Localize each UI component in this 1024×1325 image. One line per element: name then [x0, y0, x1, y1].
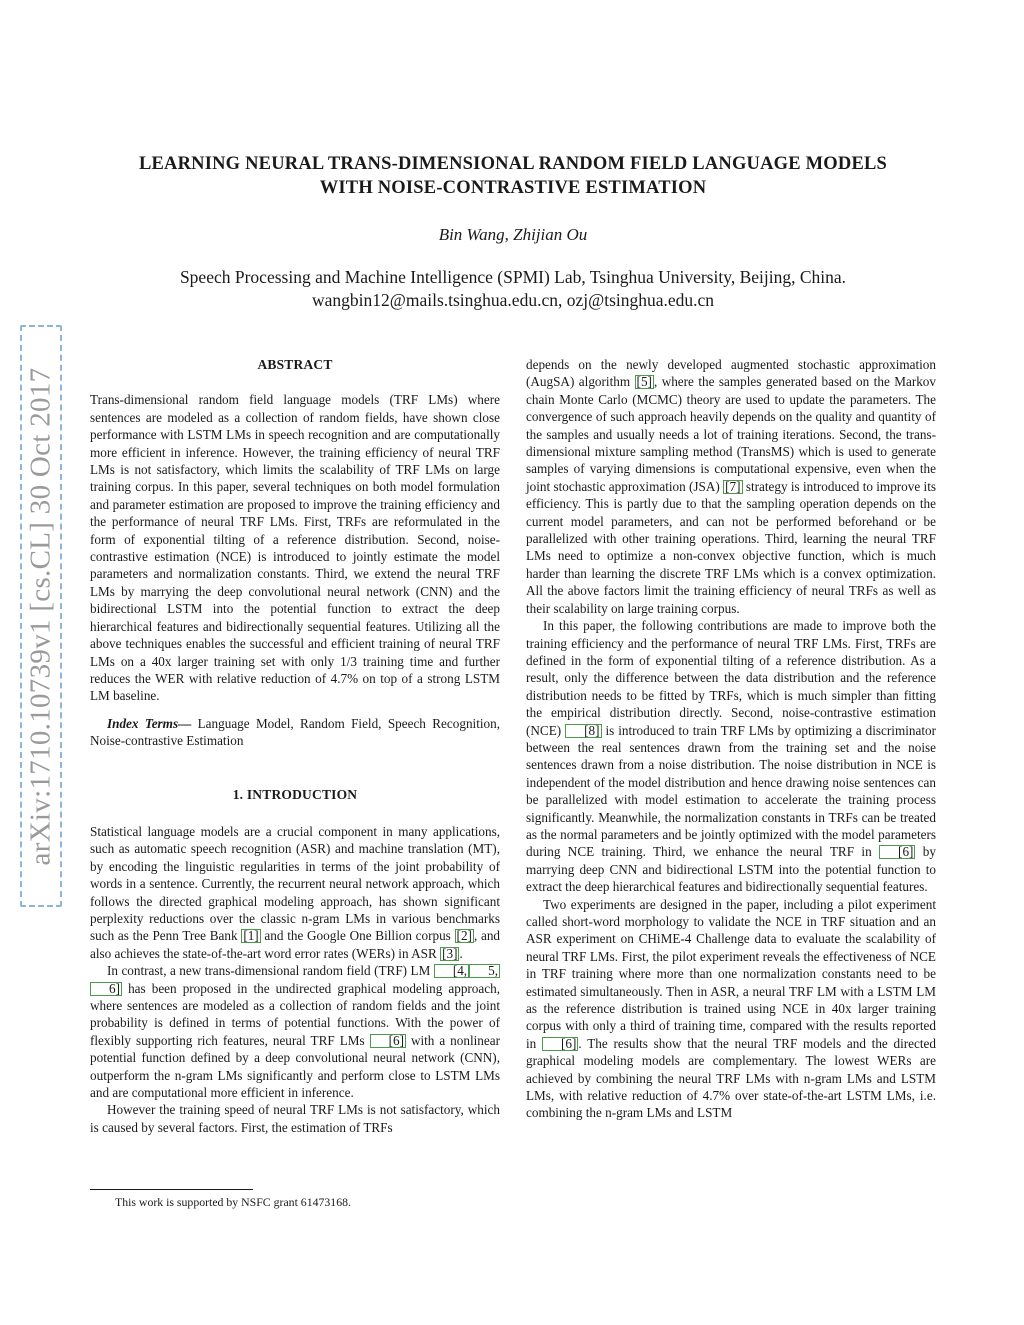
citation-link[interactable]: 6] — [90, 982, 122, 996]
right-paragraph-2: In this paper, the following contributions are made to improve both the training efficiency and the performance of neural TRF LMs. First, TRFs are defined in the form of exponential tilting of a reference distribution. As a result, only the difference between the data distribution and the reference distribution needs to be fitted by TRFs, which is much simpler than fitting the empirical distribution directly. Second, noise-contrastive estimation (NCE) [8] is introduced to train TRF LMs by optimizing a discriminator between the real sentences drawn from the training set and the noise sentences drawn from a noise distribution. The noise distribution in NCE is independent of the model distribution and hence drawing noise sentences can be parallelized with model estimation to accelerate the training process significantly. Meanwhile, the normalization constants in TRFs can be treated as the normal parameters and be jointly optimized with the model parameters during NCE training. Third, we enhance the neural TRF in [6] by marrying deep CNN and bidirectional LSTM into the potential function to extract the deep hierarchical features and bidirectionally sequential features. — [526, 618, 936, 895]
index-terms-text: Language Model, Random Field, Speech Recognition, Noise-contrastive Estimation — [90, 715, 501, 749]
right-paragraph-1: depends on the newly developed augmented stochastic approximation (AugSA) algorithm [5] , where the samples generated based on the Markov chain Monte Carlo (MCMC) theory are used to update the parameters. The convergence of such approach heavily depends on the quality and quantity of the samples and usually needs a lot of training iterations. Second, the trans-dimensional mixture sampling method (TransMS) which is used to generate samples of varying dimensions is computational expensive, even when the joint stochastic approximation (JSA) [7] strategy is introduced to improve its efficiency. This is partly due to that the sampling operation depends on the current model parameters, and can not be performed beforehand or be parallelized with other training operations. Third, learning the neural TRF LMs need to optimize a non-convex objective function, which is much harder than learning the discrete TRF LMs which is a convex optimization. All the above factors limit the training efficiency of neural TRFs as well as their scalability on large training corpus. — [526, 357, 936, 616]
footnote-divider — [90, 1189, 253, 1190]
citation-link[interactable]: [5] — [636, 374, 652, 390]
authors: Bin Wang, Zhijian Ou — [438, 225, 588, 244]
title-line-2: WITH NOISE-CONTRASTIVE ESTIMATION — [319, 178, 707, 198]
citation-link[interactable]: [1] — [243, 928, 259, 944]
citation-link[interactable]: [4, — [434, 964, 469, 978]
affiliation-block — [90, 266, 936, 312]
intro-paragraph-2: In contrast, a new trans-dimensional random field (TRF) LM [4, 5,6] has been proposed in the undirected graphical modeling approach, where sentences are modeled as a collection of random fields and the joint probability is defined in terms of potential functions. With the power of flexibly supporting rich features, neural TRF LMs [6] with a nonlinear potential function defined by a deep convolutional neural network (CNN), outperform the n-gram LMs significantly and perform close to LSTM LMs and are computational more efficient in inference. — [90, 963, 500, 1101]
citation-link[interactable]: [2] — [456, 928, 472, 944]
right-paragraph-3: Two experiments are designed in the paper, including a pilot experiment called short-word morphology to validate the NCE in TRF situation and an ASR experiment on CHiME-4 Challenge data to evaluate the scalability of neural TRF LMs. First, the pilot experiment reveals the effectiveness of NCE in TRF training where more than one normalization constants need to be estimated simultaneously. Then in ASR, a neural TRF LM with a LSTM LM as the reference distribution is trained using NCE in 40x larger training corpus with only a third of training time, compared with the results reported in [6] . The results show that the neural TRF models and the directed graphical modeling models are complementary. The lowest WERs are achieved by combining the neural TRF LMs with n-gram LMs and LSTM LMs, with relative reduction of 4.7% over state-of-the-art LSTM LMs, i.e. combining the n-gram LMs and LSTM — [526, 896, 936, 1121]
abstract-text: Trans-dimensional random field language models (TRF LMs) where sentences are modeled as a collection of random fields, have shown close performance with LSTM LMs in speech recognition and are computationally more efficient in inference. However, the training efficiency of neural TRF LMs is not satisfactory, which limits the scalability of TRF LMs on large training corpus. In this paper, several techniques on both model formulation and parameter estimation are proposed to improve the training efficiency and the performance of neural TRF LMs. First, TRFs are reformulated in the form of exponential tilting of a reference distribution. Second, noise-contrastive estimation (NCE) is introduced to jointly estimate the model parameters and normalization constants. Third, we extend the neural TRF LMs by marrying the deep convolutional neural network (CNN) and the bidirectional LSTM into the potential function to extract the deep hierarchical features and bidirectionally sequential features. Utilizing all the above techniques enables the successful and efficient training of neural TRF LMs on a 40x larger training set with only 1/3 training time and further reduces the WER with relative reduction of 4.7% on top of a strong LSTM LM baseline. — [90, 392, 500, 704]
arxiv-identifier-stamp — [20, 325, 62, 907]
intro-paragraph-1: Statistical language models are a crucial component in many applications, such as automatic speech recognition (ASR) and machine translation (MT), by encoding the linguistic regularities in terms of the joint probability of words in a sentence. Currently, the recurrent neural network approach, which follows the directed graphical modeling approach, has shown significant perplexity reductions over the classic n-gram LMs in various benchmarks such as the Penn Tree Bank [1] and the Google One Billion corpus [2] , and also achieves the state-of-the-art word error rates (WERs) in ASR [3] . — [90, 823, 501, 961]
abstract-heading: ABSTRACT — [257, 357, 333, 372]
right-column — [526, 356, 936, 1122]
introduction-heading: 1. INTRODUCTION — [232, 786, 358, 802]
citation-link[interactable]: [6] — [542, 1037, 578, 1051]
index-terms — [90, 715, 500, 750]
citation-link[interactable]: [7] — [725, 478, 741, 494]
citation-link[interactable]: [6] — [370, 1034, 406, 1048]
title-line-1: LEARNING NEURAL TRANS-DIMENSIONAL RANDOM FIELD LANGUAGE MODELS — [138, 154, 888, 174]
intro-paragraph-3: However the training speed of neural TRF LMs is not satisfactory, which is caused by several factors. First, the estimation of TRFs — [90, 1102, 500, 1135]
citation-link[interactable]: 5, — [469, 964, 500, 978]
footnote: This work is supported by NSFC grant 61473168. — [115, 1195, 351, 1209]
arxiv-identifier-text: arXiv:1710.10739v1 [cs.CL] 30 Oct 2017 — [24, 367, 57, 865]
citation-link[interactable]: [6] — [879, 845, 915, 859]
affiliation: Speech Processing and Machine Intelligence (SPMI) Lab, Tsinghua University, Beijing, China. — [179, 267, 847, 287]
index-terms-label: Index Terms— — [107, 715, 192, 731]
emails: wangbin12@mails.tsinghua.edu.cn, ozj@tsinghua.edu.cn — [311, 290, 715, 310]
citation-link[interactable]: [8] — [565, 724, 601, 738]
left-column — [90, 352, 500, 1136]
paper-title — [90, 152, 936, 200]
citation-link[interactable]: [3] — [442, 945, 458, 961]
